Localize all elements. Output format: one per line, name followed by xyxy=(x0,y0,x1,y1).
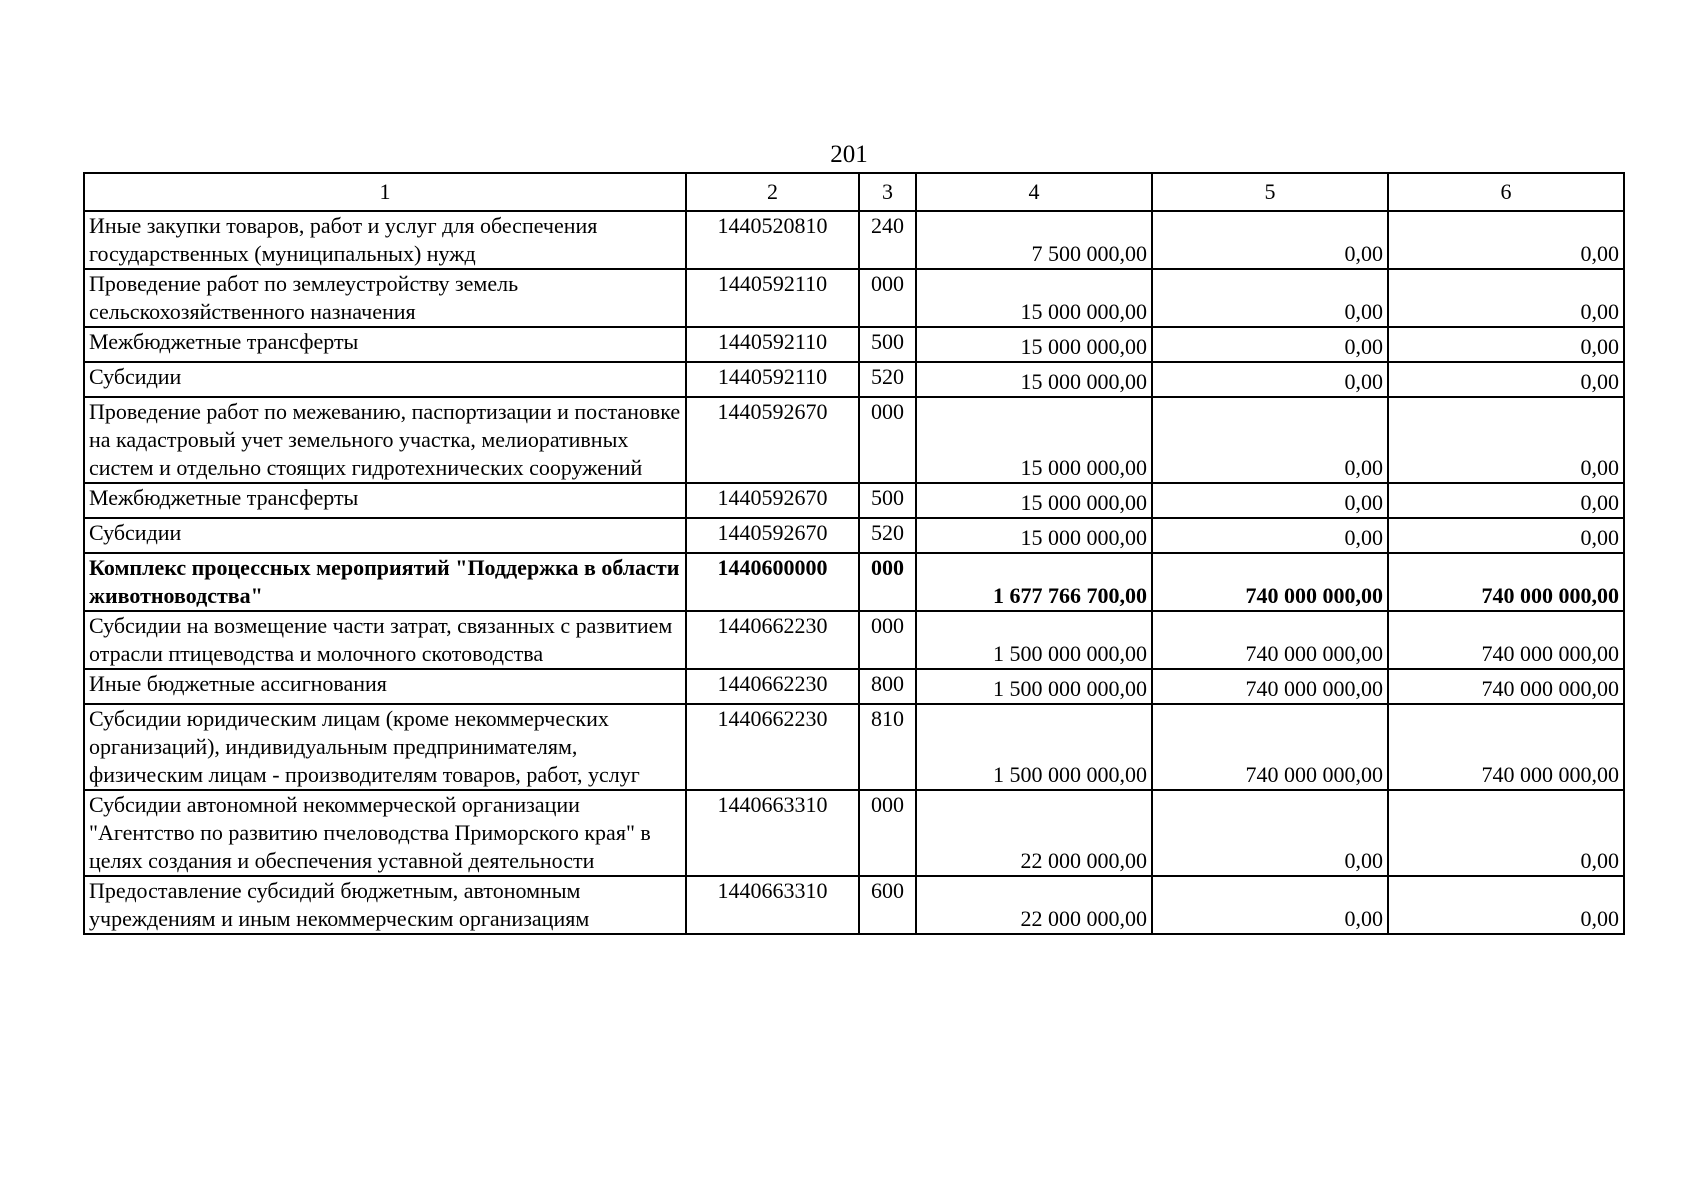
column-header: 2 xyxy=(686,173,859,211)
row-amount-4: 15 000 000,00 xyxy=(916,397,1152,483)
column-header: 1 xyxy=(84,173,686,211)
row-amount-4: 1 677 766 700,00 xyxy=(916,553,1152,611)
row-amount-5: 0,00 xyxy=(1152,483,1388,518)
table-row xyxy=(84,876,1624,934)
row-type: 000 xyxy=(859,611,916,669)
row-amount-4: 15 000 000,00 xyxy=(916,327,1152,362)
row-amount-6: 0,00 xyxy=(1388,790,1624,876)
row-name: Межбюджетные трансферты xyxy=(84,327,686,362)
row-amount-4: 15 000 000,00 xyxy=(916,518,1152,553)
row-name: Субсидии на возмещение части затрат, связанных с развитием отрасли птицеводства и молочного скотоводства xyxy=(84,611,686,669)
table-row xyxy=(84,327,1624,362)
table-row xyxy=(84,611,1624,669)
row-type: 520 xyxy=(859,362,916,397)
row-type: 500 xyxy=(859,483,916,518)
table-row xyxy=(84,362,1624,397)
row-amount-5: 0,00 xyxy=(1152,362,1388,397)
row-amount-6: 0,00 xyxy=(1388,483,1624,518)
row-amount-6: 0,00 xyxy=(1388,876,1624,934)
row-amount-4: 15 000 000,00 xyxy=(916,362,1152,397)
row-code: 1440592110 xyxy=(686,327,859,362)
row-code: 1440520810 xyxy=(686,211,859,269)
column-header: 6 xyxy=(1388,173,1624,211)
row-amount-4: 15 000 000,00 xyxy=(916,269,1152,327)
row-code: 1440592670 xyxy=(686,483,859,518)
budget-table xyxy=(83,172,1625,935)
row-type: 240 xyxy=(859,211,916,269)
row-amount-5: 0,00 xyxy=(1152,790,1388,876)
row-name: Комплекс процессных мероприятий "Поддержка в области животноводства" xyxy=(84,553,686,611)
row-amount-6: 740 000 000,00 xyxy=(1388,553,1624,611)
row-name: Субсидии автономной некоммерческой организации "Агентство по развитию пчеловодства Приморского края" в целях создания и обеспечения уставной деятельности xyxy=(84,790,686,876)
row-code: 1440662230 xyxy=(686,704,859,790)
row-code: 1440662230 xyxy=(686,611,859,669)
row-name: Проведение работ по межеванию, паспортизации и постановке на кадастровый учет земельного участка, мелиоративных систем и отдельно стоящих гидротехнических сооружений xyxy=(84,397,686,483)
row-code: 1440592670 xyxy=(686,397,859,483)
row-amount-6: 0,00 xyxy=(1388,211,1624,269)
page-number: 201 xyxy=(830,141,868,168)
row-amount-5: 740 000 000,00 xyxy=(1152,669,1388,704)
row-name: Субсидии xyxy=(84,518,686,553)
row-name: Предоставление субсидий бюджетным, автономным учреждениям и иным некоммерческим организациям xyxy=(84,876,686,934)
row-amount-6: 0,00 xyxy=(1388,269,1624,327)
row-code: 1440662230 xyxy=(686,669,859,704)
table-row xyxy=(84,669,1624,704)
row-code: 1440592110 xyxy=(686,269,859,327)
row-type: 800 xyxy=(859,669,916,704)
row-code: 1440592670 xyxy=(686,518,859,553)
row-name: Иные закупки товаров, работ и услуг для обеспечения государственных (муниципальных) нужд xyxy=(84,211,686,269)
table-row xyxy=(84,269,1624,327)
row-code: 1440600000 xyxy=(686,553,859,611)
column-number-row xyxy=(84,173,1624,211)
row-amount-5: 0,00 xyxy=(1152,518,1388,553)
table-row xyxy=(84,397,1624,483)
table-row xyxy=(84,704,1624,790)
column-header: 3 xyxy=(859,173,916,211)
row-code: 1440663310 xyxy=(686,790,859,876)
row-amount-4: 22 000 000,00 xyxy=(916,876,1152,934)
row-amount-6: 0,00 xyxy=(1388,362,1624,397)
table-row-section xyxy=(84,553,1624,611)
row-amount-6: 740 000 000,00 xyxy=(1388,704,1624,790)
row-type: 600 xyxy=(859,876,916,934)
row-amount-5: 740 000 000,00 xyxy=(1152,704,1388,790)
row-amount-6: 740 000 000,00 xyxy=(1388,611,1624,669)
row-amount-5: 740 000 000,00 xyxy=(1152,553,1388,611)
row-name: Иные бюджетные ассигнования xyxy=(84,669,686,704)
row-type: 520 xyxy=(859,518,916,553)
row-amount-5: 740 000 000,00 xyxy=(1152,611,1388,669)
row-code: 1440663310 xyxy=(686,876,859,934)
row-type: 000 xyxy=(859,553,916,611)
row-type: 500 xyxy=(859,327,916,362)
row-amount-5: 0,00 xyxy=(1152,876,1388,934)
row-amount-5: 0,00 xyxy=(1152,269,1388,327)
row-amount-6: 0,00 xyxy=(1388,518,1624,553)
row-name: Субсидии xyxy=(84,362,686,397)
table-row xyxy=(84,790,1624,876)
column-header: 4 xyxy=(916,173,1152,211)
row-amount-5: 0,00 xyxy=(1152,327,1388,362)
column-header: 5 xyxy=(1152,173,1388,211)
row-amount-6: 0,00 xyxy=(1388,397,1624,483)
table-row xyxy=(84,211,1624,269)
row-amount-6: 740 000 000,00 xyxy=(1388,669,1624,704)
row-amount-4: 1 500 000 000,00 xyxy=(916,669,1152,704)
row-name: Проведение работ по землеустройству земель сельскохозяйственного назначения xyxy=(84,269,686,327)
row-type: 810 xyxy=(859,704,916,790)
table-row xyxy=(84,518,1624,553)
row-name: Субсидии юридическим лицам (кроме некоммерческих организаций), индивидуальным предпринимателям, физическим лицам - производителям товаров, работ, услуг xyxy=(84,704,686,790)
row-type: 000 xyxy=(859,269,916,327)
row-amount-4: 7 500 000,00 xyxy=(916,211,1152,269)
row-name: Межбюджетные трансферты xyxy=(84,483,686,518)
row-amount-6: 0,00 xyxy=(1388,327,1624,362)
row-amount-4: 15 000 000,00 xyxy=(916,483,1152,518)
row-code: 1440592110 xyxy=(686,362,859,397)
row-amount-5: 0,00 xyxy=(1152,211,1388,269)
row-amount-4: 1 500 000 000,00 xyxy=(916,704,1152,790)
row-amount-4: 22 000 000,00 xyxy=(916,790,1152,876)
table-row xyxy=(84,483,1624,518)
row-amount-5: 0,00 xyxy=(1152,397,1388,483)
row-type: 000 xyxy=(859,397,916,483)
row-amount-4: 1 500 000 000,00 xyxy=(916,611,1152,669)
row-type: 000 xyxy=(859,790,916,876)
